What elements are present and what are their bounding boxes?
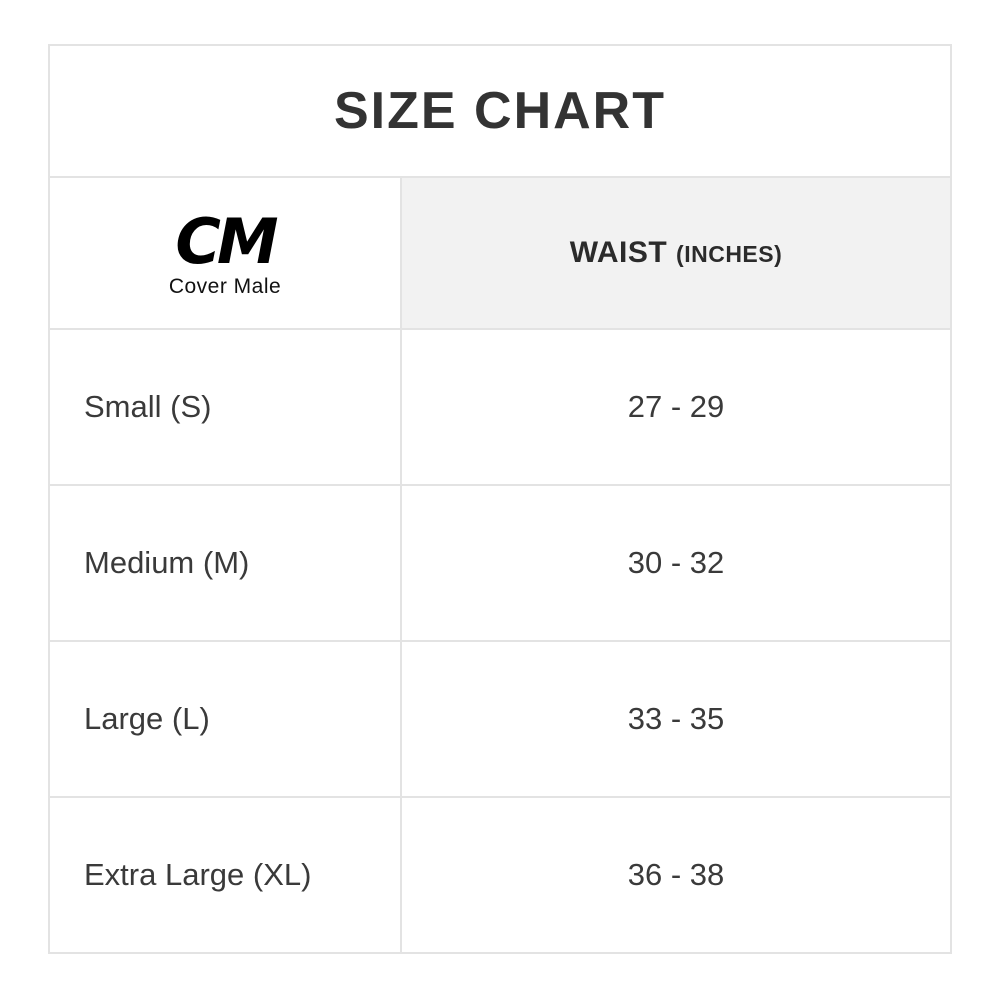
column-header-waist-text: WAIST: [569, 236, 668, 269]
table-row: [50, 642, 950, 798]
column-header-waist-unit: (INCHES): [676, 241, 783, 267]
waist-value: 30 - 32: [627, 545, 725, 580]
table-header-row: [50, 178, 950, 330]
brand-name: Cover Male: [168, 275, 282, 299]
page-title: SIZE CHART: [334, 82, 666, 140]
size-cell: [50, 642, 402, 796]
table-row: [50, 330, 950, 486]
waist-cell: [402, 642, 950, 796]
size-label: Large (L): [84, 701, 210, 736]
brand-cell: [50, 178, 402, 328]
table-row: [50, 798, 950, 952]
size-label: Medium (M): [84, 545, 250, 580]
table-row: [50, 486, 950, 642]
waist-value: 36 - 38: [627, 857, 725, 892]
waist-value: 27 - 29: [627, 389, 725, 424]
cm-monogram-icon: CM: [175, 204, 275, 278]
waist-value: 33 - 35: [627, 701, 725, 736]
chart-title-row: [50, 46, 950, 178]
column-header-waist: [570, 236, 783, 270]
waist-cell: [402, 330, 950, 484]
size-chart-table: [48, 44, 952, 954]
waist-cell: [402, 486, 950, 640]
size-label: Small (S): [84, 389, 212, 424]
size-cell: [50, 486, 402, 640]
size-label: Extra Large (XL): [84, 857, 312, 892]
size-cell: [50, 330, 402, 484]
waist-header-cell: [402, 178, 950, 328]
waist-cell: [402, 798, 950, 952]
size-cell: [50, 798, 402, 952]
brand-logo: [50, 204, 400, 300]
